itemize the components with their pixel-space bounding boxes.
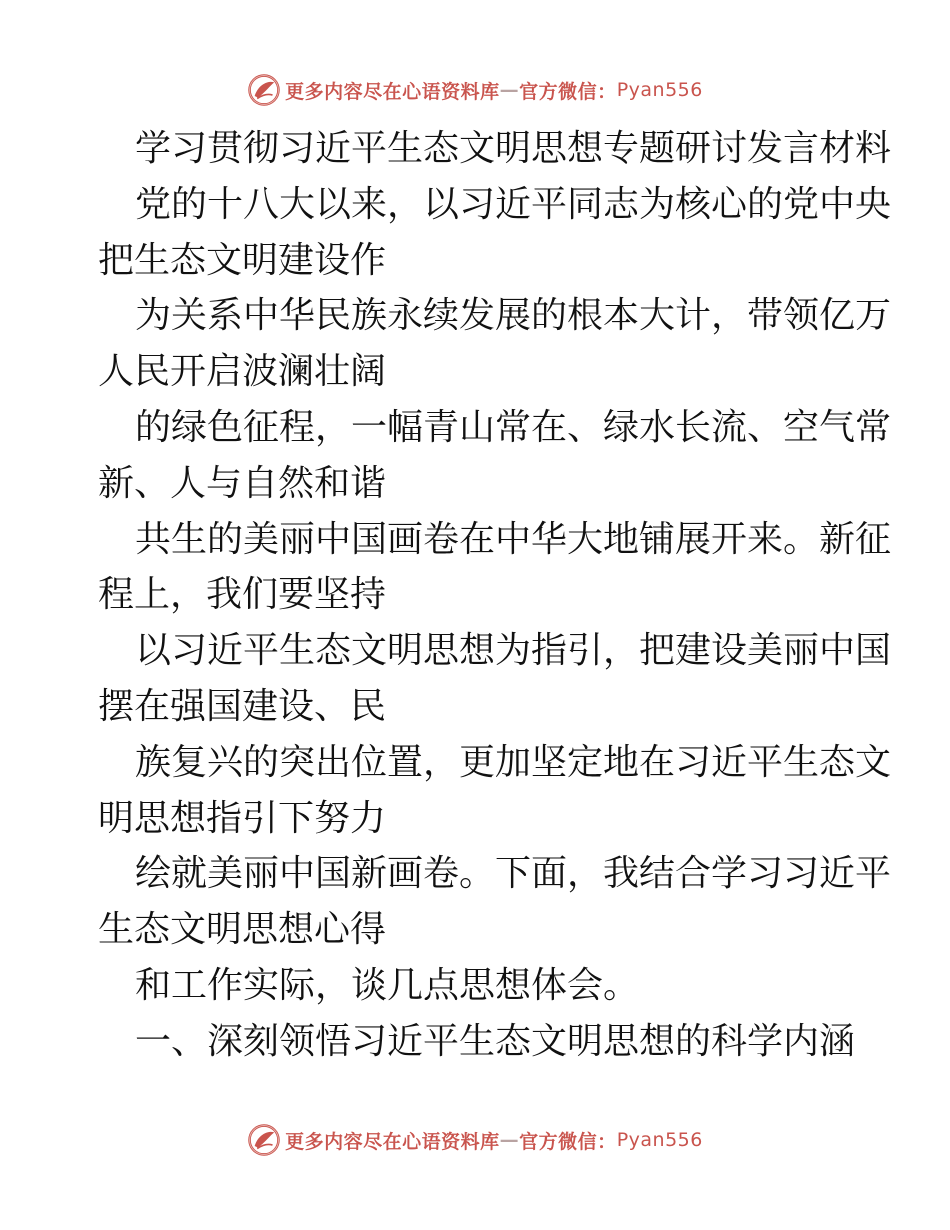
text-line: 一、深刻领悟习近平生态文明思想的科学内涵 bbox=[135, 1020, 856, 1062]
watermark-secondary-text: 官方微信： bbox=[519, 1130, 617, 1153]
footer-watermark bbox=[0, 1120, 950, 1160]
header-watermark bbox=[0, 70, 950, 110]
watermark-separator: — bbox=[499, 1129, 520, 1151]
text-line: 族复兴的突出位置，更加坚定地在习近平生态文 bbox=[135, 741, 892, 783]
text-line: 新、人与自然和谐 bbox=[98, 462, 387, 504]
text-line: 把生态文明建设作 bbox=[98, 239, 387, 281]
text-line: 程上，我们要坚持 bbox=[98, 574, 387, 616]
text-line: 以习近平生态文明思想为指引，把建设美丽中国 bbox=[135, 630, 892, 672]
watermark-main-text: 更多内容尽在心语资料库 bbox=[285, 80, 500, 103]
leaf-swirl-icon bbox=[247, 1123, 281, 1157]
text-line: 党的十八大以来，以习近平同志为核心的党中央 bbox=[135, 183, 892, 225]
text-line: 的绿色征程，一幅青山常在、绿水长流、空气常 bbox=[135, 406, 892, 448]
text-line: 明思想指引下努力 bbox=[98, 797, 387, 839]
text-line: 和工作实际，谈几点思想体会。 bbox=[135, 964, 640, 1006]
watermark-separator: — bbox=[499, 79, 520, 101]
text-line: 绘就美丽中国新画卷。下面，我结合学习习近平 bbox=[135, 853, 892, 895]
text-line: 为关系中华民族永续发展的根本大计，带领亿万 bbox=[135, 295, 892, 337]
text-line: 学习贯彻习近平生态文明思想专题研讨发言材料 bbox=[135, 128, 892, 169]
text-line: 共生的美丽中国画卷在中华大地铺展开来。新征 bbox=[135, 518, 892, 560]
watermark-main-text: 更多内容尽在心语资料库 bbox=[285, 1130, 500, 1153]
text-line: 人民开启波澜壮阔 bbox=[98, 351, 387, 393]
leaf-swirl-icon bbox=[247, 73, 281, 107]
watermark-secondary-text: 官方微信： bbox=[519, 80, 617, 103]
text-line: 摆在强国建设、民 bbox=[98, 685, 387, 727]
document-body bbox=[98, 121, 892, 1070]
text-line: 生态文明思想心得 bbox=[98, 909, 387, 951]
watermark-wechat-id: Pyan556 bbox=[616, 79, 703, 101]
watermark-wechat-id: Pyan556 bbox=[616, 1129, 703, 1151]
